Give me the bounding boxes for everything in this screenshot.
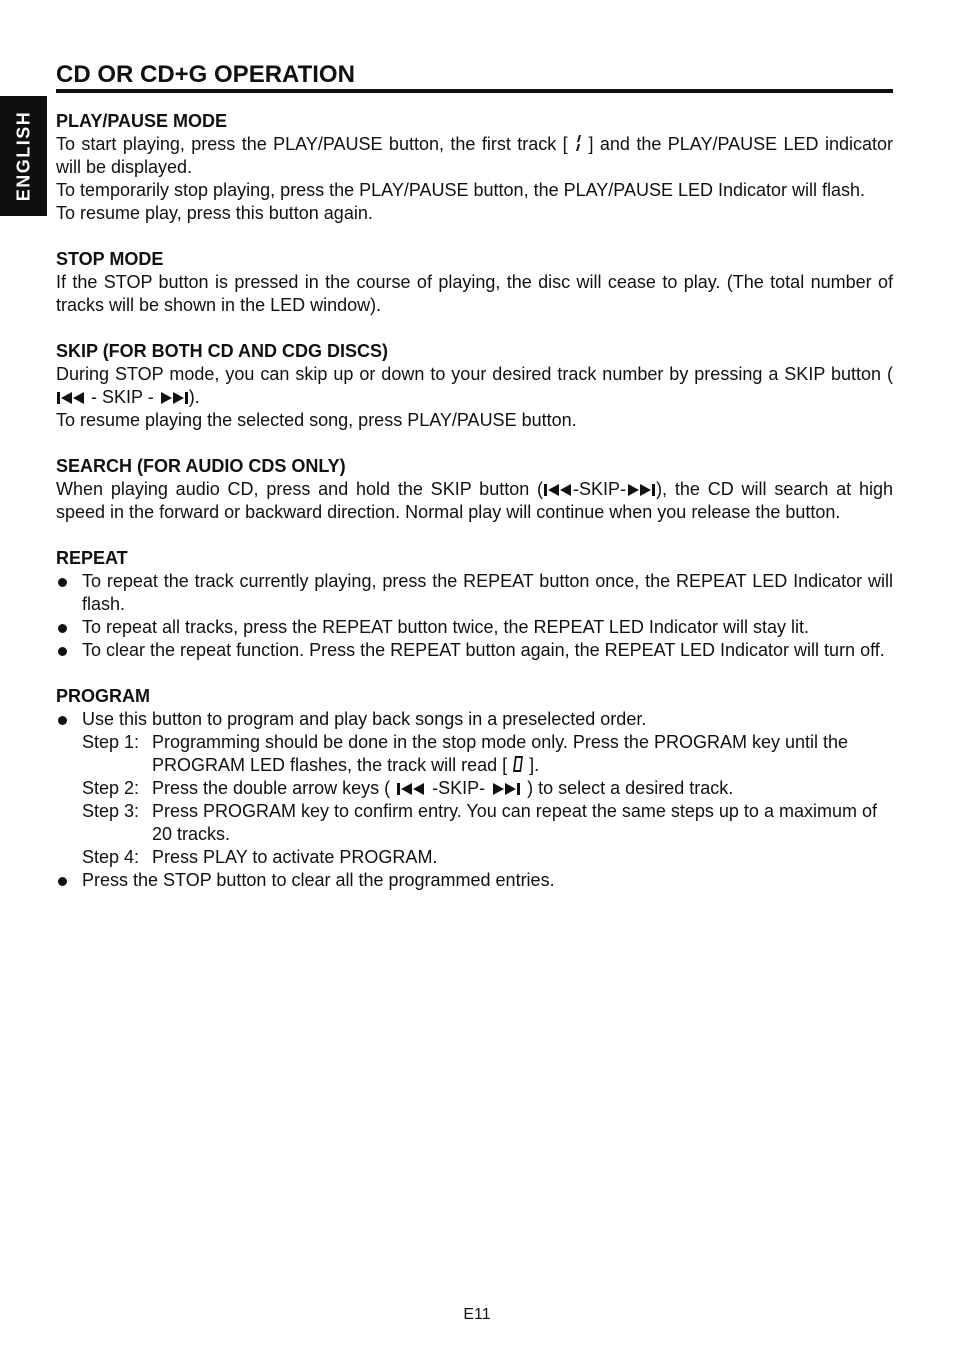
program-step-2 [82,777,893,800]
stop-paragraph: If the STOP button is pressed in the course of playing, the disc will cease to play. (The total number of tracks will be shown in the LED window). [56,272,893,315]
text-run: To start playing, press the PLAY/PAUSE button, the first track [ [56,134,575,154]
step-label: Step 4: [82,847,140,867]
section-program [56,685,893,892]
skip-forward-icon [490,782,522,796]
step-label: Step 1: [82,732,140,752]
skip-paragraph-2: To resume playing the selected song, press PLAY/PAUSE button. [56,410,577,430]
skip-paragraph-1 [56,363,893,409]
text-run: During STOP mode, you can skip up or down to your desired track number by pressing a SKIP button ( [56,364,893,384]
program-step-3 [82,800,893,846]
step-label: Step 3: [82,801,140,821]
text-run: ), the CD will search at high speed in the forward or backward direction. Normal play will continue when you release the button. [56,479,894,522]
play-pause-heading: PLAY/PAUSE MODE [56,111,228,131]
list-item: To clear the repeat function. Press the REPEAT button again, the REPEAT LED Indicator will turn off. [56,639,893,662]
section-stop [56,248,893,317]
skip-back-icon [395,782,427,796]
led-digit-one-icon [574,134,582,152]
page-number: E11 [463,1306,491,1323]
section-search [56,455,893,524]
stop-heading: STOP MODE [56,249,164,269]
title-underline [56,89,893,93]
list-item: Use this button to program and play back songs in a preselected order. [56,708,893,731]
step-label: Step 2: [82,778,140,798]
step-text [152,731,893,777]
main-content [56,110,893,915]
text-run: ). [188,387,200,407]
program-step-1 [82,731,893,777]
skip-heading: SKIP (FOR BOTH CD AND CDG DISCS) [56,341,389,361]
search-paragraph [56,478,893,524]
language-tab-label: ENGLISH [13,110,33,202]
text-run: Programming should be done in the stop mode only. Press the PROGRAM key until the PROGRAM LED flashes, the track will read [ [152,732,849,775]
text-run: When playing audio CD, press and hold the SKIP button ( [56,479,544,499]
play-pause-paragraph-2: To temporarily stop playing, press the PLAY/PAUSE button, the PLAY/PAUSE LED Indicator will flash. [56,180,866,200]
text-run: - SKIP - [86,387,159,407]
led-digit-zero-icon [512,755,524,773]
language-tab [0,96,47,216]
section-play-pause [56,110,893,225]
page-title: CD OR CD+G OPERATION [56,61,355,88]
program-steps [56,731,893,869]
skip-back-icon [56,391,86,405]
play-pause-paragraph-1 [56,133,893,179]
play-pause-paragraph-3: To resume play, press this button again. [56,203,373,223]
section-repeat [56,547,893,662]
text-run: ] and the PLAY/PAUSE LED indicator will be displayed. [56,134,894,177]
text-run: ]. [524,755,540,775]
repeat-list [56,570,893,662]
program-step-4 [82,846,893,869]
text-run: ) to select a desired track. [522,778,734,798]
text-run: -SKIP- [573,479,627,499]
skip-back-icon [543,483,573,497]
skip-forward-icon [159,391,189,405]
program-list-2 [56,869,893,892]
repeat-heading: REPEAT [56,548,128,568]
list-item: To repeat the track currently playing, press the REPEAT button once, the REPEAT LED Indicator will flash. [56,570,893,616]
program-list [56,708,893,731]
list-item: To repeat all tracks, press the REPEAT button twice, the REPEAT LED Indicator will stay lit. [56,616,893,639]
step-text: Press PLAY to activate PROGRAM. [152,847,438,867]
step-text [152,777,893,800]
step-text: Press PROGRAM key to confirm entry. You can repeat the same steps up to a maximum of 20 tracks. [152,801,877,844]
text-run: Press the double arrow keys ( [152,778,396,798]
program-heading: PROGRAM [56,686,150,706]
text-run: -SKIP- [427,778,491,798]
search-heading: SEARCH (FOR AUDIO CDS ONLY) [56,456,346,476]
list-item: Press the STOP button to clear all the programmed entries. [56,869,893,892]
section-skip [56,340,893,432]
skip-forward-icon [626,483,656,497]
